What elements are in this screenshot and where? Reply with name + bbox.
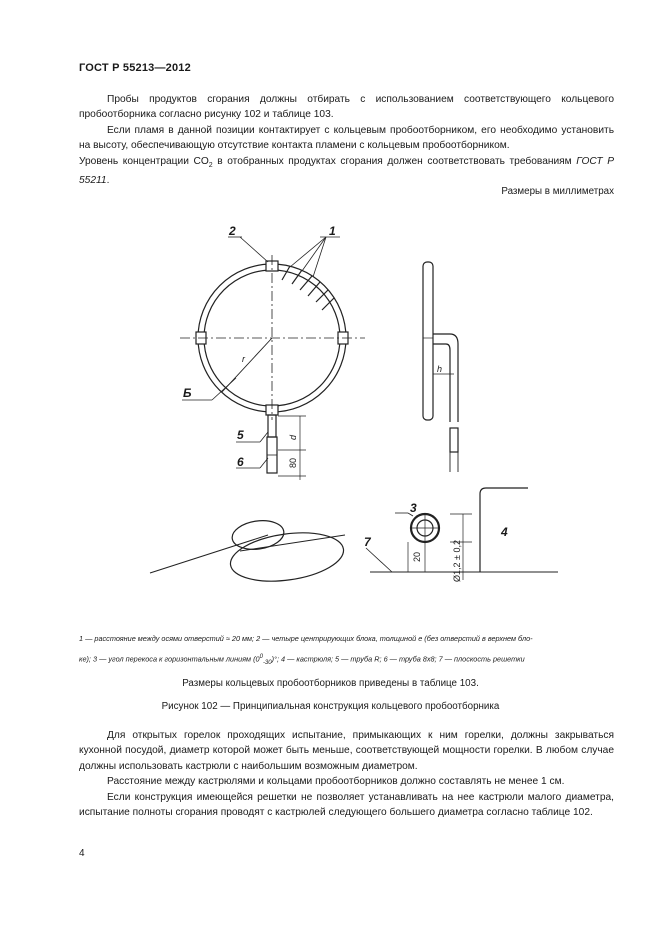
standard-reference: ГОСТ Р 55211 [79, 155, 614, 187]
outro-text [79, 728, 614, 820]
units-note: Размеры в миллиметрах [501, 186, 614, 197]
outro-paragraph-2: Расстояние между кастрюлями и кольцами пробоотборников должно составлять не менее 1 см. [107, 776, 565, 788]
dim-20-label: 20 [412, 551, 422, 562]
requirement-text: в отобранных продуктах сгорания должен соответствовать требованиям [212, 155, 577, 167]
legend-text-a: ке); 3 — угол перекоса к горизонтальным линиям (0 [79, 654, 260, 664]
table-note: Размеры кольцевых пробоотборников приведены в таблице 103. [182, 678, 479, 689]
legend-sub: -30 [262, 659, 272, 666]
label-2: 2 [229, 224, 236, 238]
label-6: 6 [237, 455, 244, 469]
figure-legend [79, 629, 614, 673]
label-7: 7 [364, 535, 371, 549]
tube-section-and-pan [366, 488, 558, 580]
label-5: 5 [237, 428, 244, 442]
co2-subscript: 2 [208, 161, 213, 169]
dim-h-label: h [437, 364, 443, 374]
radius-label: r [242, 354, 245, 364]
label-1: 1 [329, 224, 336, 238]
outro-paragraph-1: Для открытых горелок проходящих испытание, примыкающих к ним горелки, должны закрываться кухонной посудой, диаметр которой может быть меньше, соответствующей мощности горелки. В любом случае должны использовать кастрюли с наибольшим возможным диаметром. [79, 730, 614, 772]
intro-paragraph-3 [79, 154, 614, 189]
label-b: Б [183, 386, 192, 400]
label-4: 4 [501, 525, 508, 539]
legend-line-1: 1 — расстояние между осями отверстий ≈ 20 мм; 2 — четыре центрирующих блока, толщиной e (без отверстий в верхнем бло- [79, 634, 533, 643]
page-number: 4 [79, 848, 85, 859]
legend-sup: 0 [259, 654, 263, 660]
sampling-ring-top-view [180, 237, 365, 480]
co2-text: Уровень концентрации CO [79, 155, 209, 167]
dim-80-label: 80 [288, 457, 298, 468]
document-header: ГОСТ Р 55213—2012 [79, 62, 191, 74]
sentence-end: . [106, 175, 110, 187]
legend-text-b: )°; 4 — кастрюля; 5 — труба R; 6 — труба 8x8; 7 — плоскость решетки [271, 654, 525, 664]
sampling-ring-perspective [150, 518, 347, 588]
label-3: 3 [410, 501, 417, 515]
figure-102-drawing [0, 210, 661, 630]
dim-d-label: d [288, 434, 298, 440]
intro-paragraph-2: Если пламя в данной позиции контактирует с кольцевым пробоотборником, его необходимо установить на высоту, обеспечивающую отсутствие контакта пламени с кольцевым пробоотборником. [79, 124, 614, 152]
intro-paragraph-1: Пробы продуктов сгорания должны отбирать с использованием соответствующего кольцевого пробоотборника согласно рисунку 102 и таблице 103. [79, 94, 614, 121]
legend-line-2 [79, 648, 614, 673]
dim-tolerance-label: Ø1,2 ± 0,2 [452, 540, 462, 582]
figure-caption: Рисунок 102 — Принципиальная конструкция кольцевого пробоотборника [161, 701, 500, 712]
intro-text [79, 92, 614, 188]
outro-paragraph-3: Если конструкция имеющейся решетки не позволяет устанавливать на нее кастрюли малого диаметра, испытание полноты сгорания проводят с кастрюлей следующего большего диаметра согласно таблице 102. [79, 791, 614, 819]
